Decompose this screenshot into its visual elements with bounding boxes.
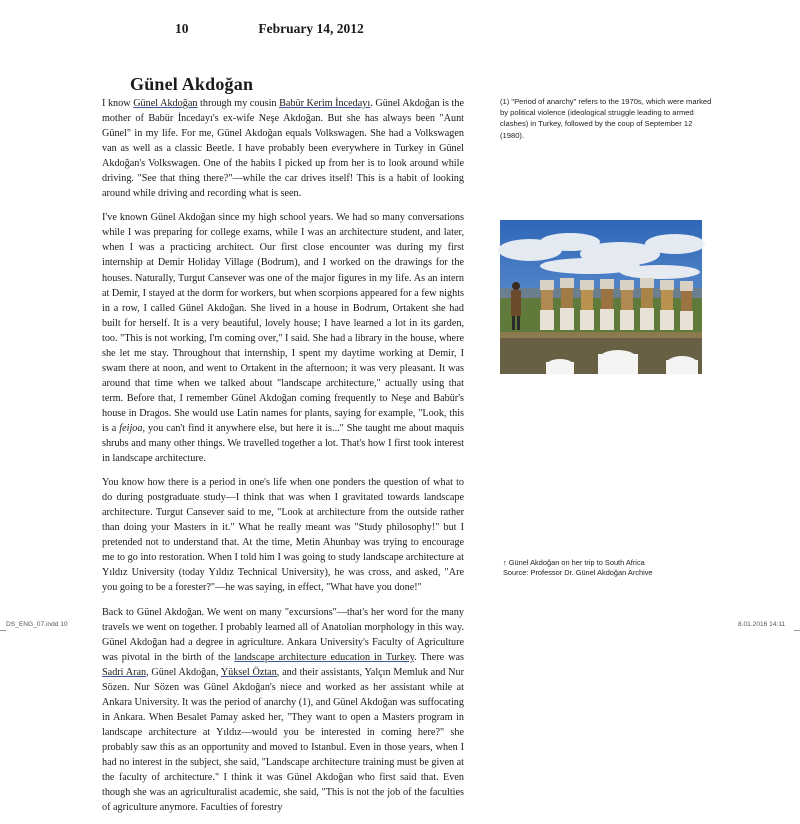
text-run: , Günel Akdoğan, bbox=[146, 666, 221, 678]
body-paragraph bbox=[102, 605, 464, 816]
body-paragraph bbox=[102, 475, 464, 595]
slug-filename: DS_ENG_07.indd 10 bbox=[6, 621, 68, 628]
inline-link[interactable]: Yüksel Öztan bbox=[220, 666, 277, 678]
crop-mark bbox=[0, 630, 6, 631]
article-title: Günel Akdoğan bbox=[130, 74, 254, 94]
slug-timestamp: 8.01.2016 14:11 bbox=[738, 621, 786, 628]
page-number: 10 bbox=[175, 21, 189, 36]
text-run: through my cousin bbox=[197, 98, 280, 109]
inline-link[interactable]: landscape architecture education in Turkey bbox=[234, 651, 415, 663]
text-run: I know bbox=[102, 98, 134, 109]
text-run: You know how there is a period in one's life when one ponders the question of what to do during postgraduate study—I think that was when I gravitated towards landscape architecture. Turgut Cansever said to me, "Look at architecture from the outside rather than doing your Masters in it." What he really meant was "Study philosophy!" but I pretended not to understand that. At the time, Metin Ahunbay was trying to encourage me to go into restoration. When I told him I was going to study landscape architecture at Yıldız University (today Yıldız Technical University), he was cross, and asked, "Are you going to be a forester?"—he was saying, in effect, "What have you done!" bbox=[102, 477, 464, 594]
caption-source: Source: Professor Dr. Günel Akdoğan Archive bbox=[503, 567, 653, 577]
body-paragraph bbox=[102, 96, 464, 201]
text-run: . There was bbox=[414, 651, 464, 663]
body-paragraph bbox=[102, 210, 464, 466]
text-run: I've known Günel Akdoğan since my high school years. We had so many conversations while I was preparing for college exams, while I was an architecture student, and later, when I was a practicing architect. Our first close encounter was during my first internship at Demir Holiday Village (Bodrum), and I worked on the drawings for the houses. Naturally, Turgut Cansever was one of the major figures in my life. As an intern at Demir, I stayed at the dorm for workers, but when scorpions appeared for a few nights in a row, I called Günel Akdoğan. She lived in a house in Bodrum, Ortakent she had built for herself. It is a very beautiful, lovely house; I have learned a lot in its garden, too. "This is not working, I'm coming over," I said. She had a library in the house, where she let me stay. Throughout that internship, I spent my daytime working at Demir, I swam there at noon, and went to Ortakent in the afternoon; it was very pleasant. It was around that time when we talked about "landscape architecture," actually using that term. Before that, I remember Günel Akdoğan coming frequently to Neşe and Babür's house in Dragos. She would use Latin names for plants, saying for example, "Look, this is a bbox=[102, 212, 464, 434]
text-run: Back to Günel Akdoğan. We went on many "excursions"—that's her word for the many travels we went on together. I probably learned all of Anatolian morphology in this way. Günel Akdoğan had a degree in agriculture. Ankara University's Faculty of Agriculture was pivotal in the birth of the bbox=[102, 606, 464, 663]
inline-link[interactable]: Günel Akdoğan bbox=[133, 98, 198, 109]
text-run: , and their assistants, Yalçın Memluk and Nur Sözen. Nur Sözen was Günel Akdoğan's niece and worked as her assistant while at Ankara University. It was the period of anarchy (1), and Günel Akdoğan was suffocating in Ankara. When Besalet Pamay asked her, "They want to open a Masters program in landscape architecture at Yıldız—would you be interested in coming here?" she probably saw this as an opportunity and moved to Istanbul. Even in those years, when I had no interest in the subject, she said, "Landscape architecture training must be given at the faculty of architecture." I think it was Günel Akdoğan who first said that. Even though she was an agriculturalist academic, she said, "This is not the job of the faculties of agriculture anymore. Faculties of forestry bbox=[102, 666, 465, 814]
archive-photo bbox=[500, 220, 702, 374]
footnote: (1) "Period of anarchy" refers to the 1970s, which were marked by political violence (ideological struggle leading to armed clashes) in Turkey, followed by the coup of September 12 (1980). bbox=[500, 97, 712, 140]
italic-text: feijoa bbox=[119, 422, 143, 434]
inline-link[interactable]: Sadri Aran bbox=[102, 666, 147, 678]
photo-illustration bbox=[500, 220, 702, 374]
up-arrow-icon: ↑ bbox=[503, 558, 507, 567]
page-date: February 14, 2012 bbox=[258, 21, 364, 36]
text-run: , you can't find it anywhere else, but here it is..." She taught me about maquis shrubs and many other things. We travelled together a lot. That's how I first took interest in landscape architecture. bbox=[102, 422, 464, 465]
crop-mark bbox=[794, 630, 800, 631]
inline-link[interactable]: Babür Kerim İncedayı bbox=[279, 98, 371, 109]
photo-caption bbox=[503, 558, 718, 578]
text-run: . Günel Akdoğan is the mother of Babür İncedayı's ex-wife Neşe Akdoğan. But she has always been "Aunt Günel" in my life. For me, Günel Akdoğan equals Volkswagen. She had a Volkswagen van as well as a classic Beetle. I have probably been everywhere in Turkey in Günel Akdoğan's Volkswagen. One of the habits I picked up from her is to look around while driving. "See that thing there?"—while the car drives itself! This is a habit of looking around while driving and recording what is seen. bbox=[102, 98, 465, 200]
page-header bbox=[175, 21, 364, 37]
caption-line-1 bbox=[503, 558, 718, 568]
caption-text: Günel Akdoğan on her trip to South Africa bbox=[508, 558, 645, 567]
body-text-column bbox=[102, 96, 464, 824]
